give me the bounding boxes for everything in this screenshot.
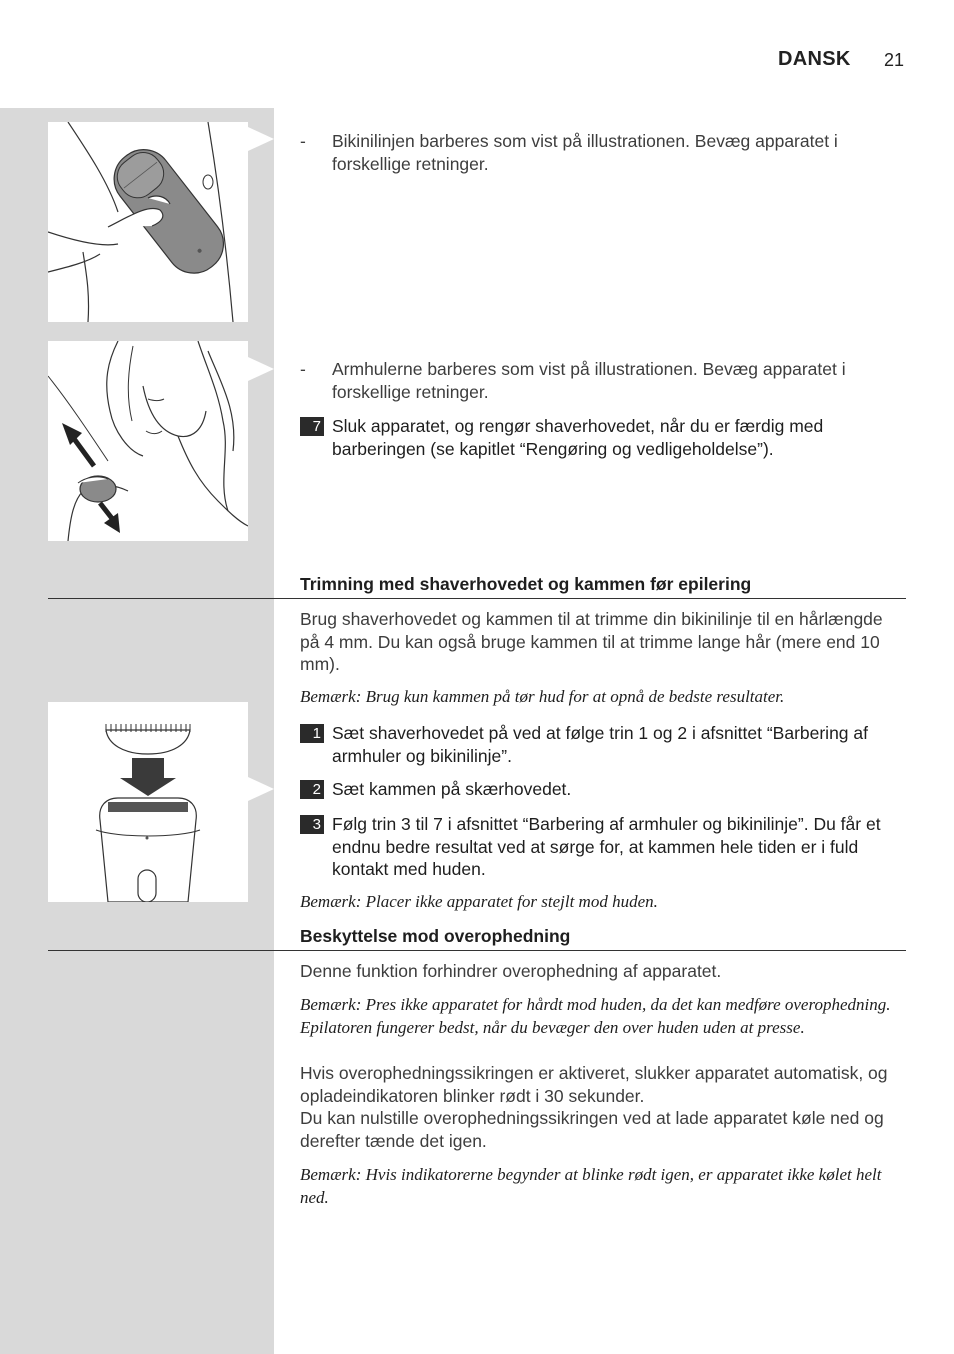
figure-pointer bbox=[248, 127, 274, 151]
figure-pointer bbox=[248, 777, 274, 801]
step-7 bbox=[300, 415, 906, 460]
step-text: Sæt kammen på skærhovedet. bbox=[332, 779, 572, 799]
comb-onto-shaver-illustration-icon bbox=[48, 702, 248, 902]
trim-step-1 bbox=[300, 722, 906, 767]
trim-step-2 bbox=[300, 778, 906, 801]
step-number: 3 bbox=[300, 815, 324, 834]
overheat-reset-text: Du kan nulstille overophedningssikringen ved at lade apparatet køle ned og derefter tænde det igen. bbox=[300, 1108, 884, 1151]
figure-pointer bbox=[248, 357, 274, 381]
page-number: 21 bbox=[884, 50, 905, 70]
step-number: 2 bbox=[300, 780, 324, 799]
trim-step-3 bbox=[300, 813, 906, 881]
step-number: 1 bbox=[300, 724, 324, 743]
step-number: 7 bbox=[300, 417, 324, 436]
shaver-in-hand-illustration-icon bbox=[48, 122, 248, 322]
woman-underarm-shaving-illustration-icon bbox=[48, 341, 248, 541]
trim-section-heading: Trimning med shaverhovedet og kammen før epilering bbox=[300, 574, 752, 594]
underarm-bullet-text: Armhulerne barberes som vist på illustrationen. Bevæg apparatet i forskellige retninger. bbox=[332, 359, 846, 402]
trim-note-dry-skin: Bemærk: Brug kun kammen på tør hud for at opnå de bedste resultater. bbox=[300, 687, 785, 706]
comb-attachment-figure bbox=[48, 702, 248, 902]
step-text: Følg trin 3 til 7 i afsnittet “Barbering af armhuler og bikinilinje”. Du får et endnu bedre resultat ved at sørge for, at kammen hele tiden er i fuld kontakt med huden. bbox=[332, 814, 881, 879]
bullet-dash: - bbox=[300, 131, 306, 151]
trim-note-angle: Bemærk: Placer ikke apparatet for stejlt mod huden. bbox=[300, 892, 658, 911]
bikini-bullet bbox=[300, 130, 906, 175]
section-divider bbox=[48, 598, 906, 599]
bullet-dash: - bbox=[300, 359, 306, 379]
underarm-shaving-figure bbox=[48, 341, 248, 541]
bikini-bullet-text: Bikinilinjen barberes som vist på illustrationen. Bevæg apparatet i forskellige retninger. bbox=[332, 131, 838, 174]
step-text: Sæt shaverhovedet på ved at følge trin 1 og 2 i afsnittet “Barbering af armhuler og bikinilinje”. bbox=[332, 723, 868, 766]
overheat-section-heading: Beskyttelse mod overophedning bbox=[300, 926, 571, 946]
overheat-note-pressure: Bemærk: Pres ikke apparatet for hårdt mod huden, da det kan medføre overophedning. Epilatoren fungerer bedst, når du bevæger den over huden uden at presse. bbox=[300, 995, 891, 1037]
underarm-bullet bbox=[300, 358, 906, 403]
overheat-activated-text: Hvis overophedningssikringen er aktiveret, slukker apparatet automatisk, og opladeindikatoren blinker rødt i 30 sekunder. bbox=[300, 1063, 888, 1106]
overheat-note-red-blink: Bemærk: Hvis indikatorerne begynder at blinke rødt igen, er apparatet ikke kølet helt ned. bbox=[300, 1165, 882, 1207]
bikini-shaving-figure bbox=[48, 122, 248, 322]
trim-intro: Brug shaverhovedet og kammen til at trimme din bikinilinje til en hårlængde på 4 mm. Du kan også bruge kammen til at trimme lange hår (mere end 10 mm). bbox=[300, 609, 883, 674]
section-divider bbox=[48, 950, 906, 951]
language-header: DANSK bbox=[778, 48, 851, 70]
step-text: Sluk apparatet, og rengør shaverhovedet, når du er færdig med barberingen (se kapitlet “Rengøring og vedligeholdelse”). bbox=[332, 416, 824, 459]
overheat-intro: Denne funktion forhindrer overophedning af apparatet. bbox=[300, 961, 722, 981]
